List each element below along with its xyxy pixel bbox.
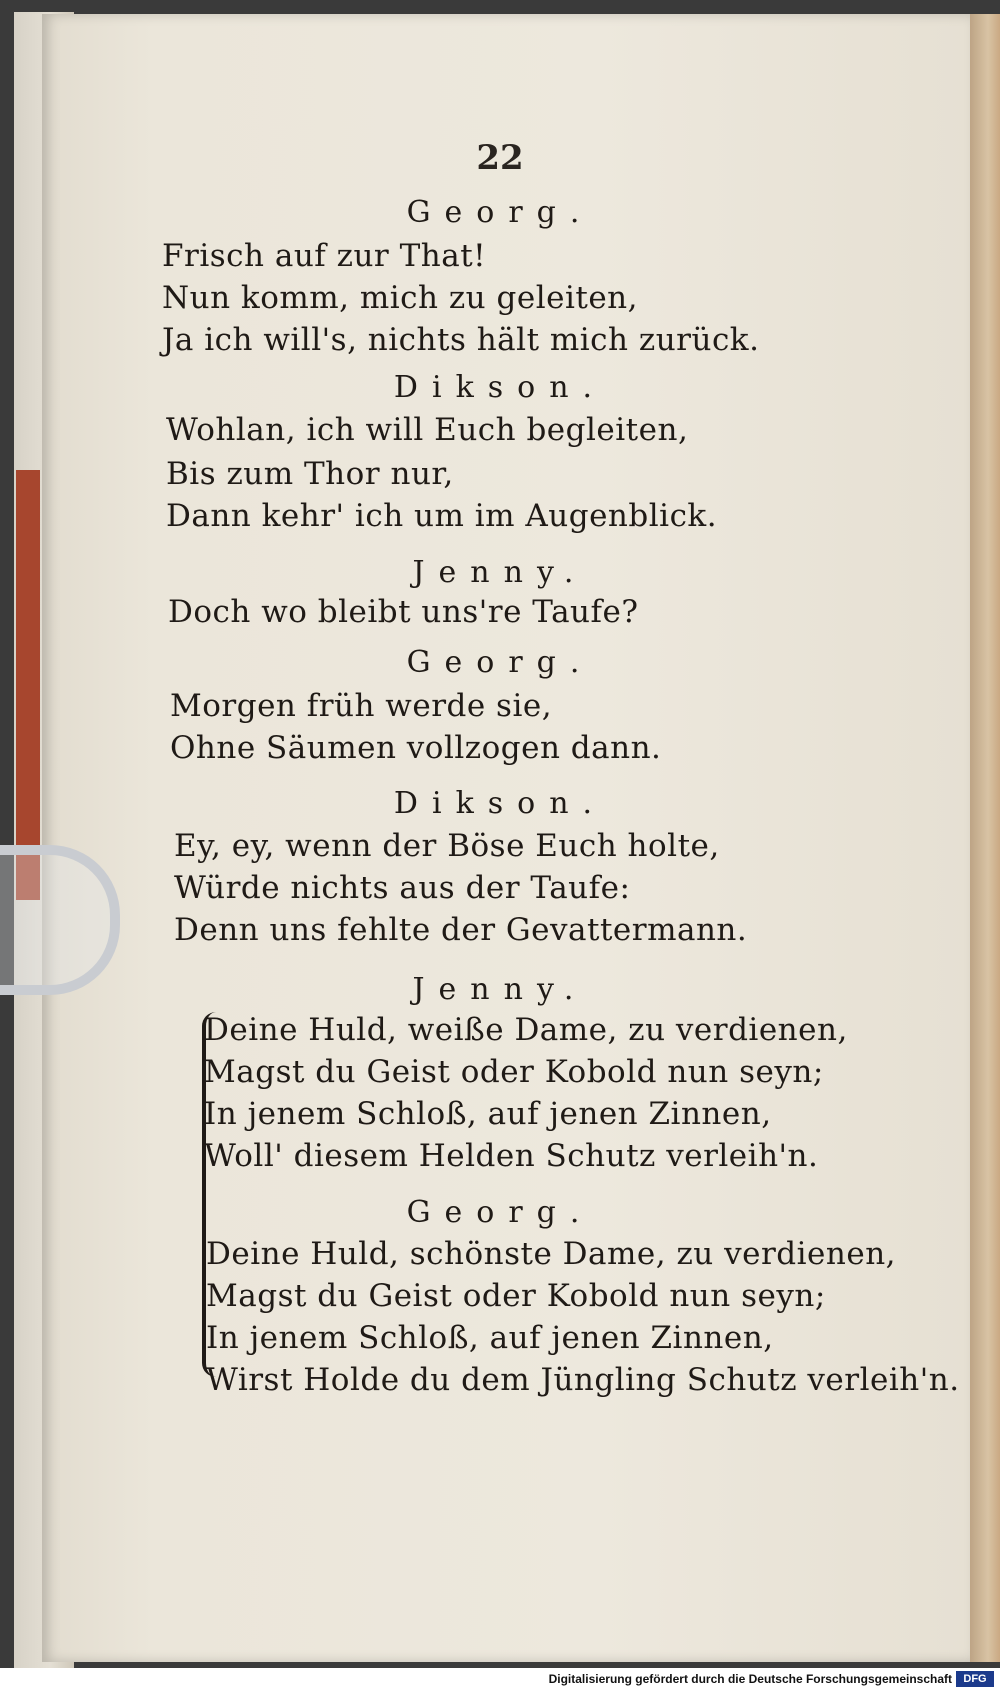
- verse-line: Wirst Holde du dem Jüngling Schutz verleih'n.: [206, 1362, 960, 1398]
- verse-line: Ohne Säumen vollzogen dann.: [170, 730, 662, 766]
- verse-line: Bis zum Thor nur,: [166, 456, 454, 492]
- verse-line: In jenem Schloß, auf jenen Zinnen,: [204, 1096, 772, 1132]
- speaker-name: Jenny.: [412, 555, 588, 590]
- digitization-footer: [0, 1668, 1000, 1691]
- verse-line: Wohlan, ich will Euch begleiten,: [166, 412, 689, 448]
- verse-line: In jenem Schloß, auf jenen Zinnen,: [206, 1320, 774, 1356]
- speaker-name: Georg.: [406, 645, 594, 680]
- verse-line: Deine Huld, schönste Dame, zu verdienen,: [206, 1236, 897, 1272]
- speaker-name: Jenny.: [412, 972, 588, 1007]
- verse-line: Woll' diesem Helden Schutz verleih'n.: [204, 1138, 819, 1174]
- verse-line: Deine Huld, weiße Dame, zu verdienen,: [204, 1012, 848, 1048]
- verse-line: Dann kehr' ich um im Augenblick.: [166, 498, 718, 534]
- page-number: 22: [476, 138, 524, 178]
- verse-line: Nun komm, mich zu geleiten,: [162, 280, 638, 316]
- speaker-name: Georg.: [406, 195, 594, 230]
- dfg-logo-icon: DFG: [956, 1671, 994, 1687]
- speaker-name: Georg.: [406, 1195, 594, 1230]
- verse-line: Magst du Geist oder Kobold nun seyn;: [206, 1278, 826, 1314]
- book-right-edge: [970, 14, 1000, 1662]
- verse-line: Denn uns fehlte der Gevattermann.: [174, 912, 748, 948]
- verse-line: Ey, ey, wenn der Böse Euch holte,: [174, 828, 720, 864]
- verse-line: Ja ich will's, nichts hält mich zurück.: [162, 322, 760, 358]
- speaker-name: Dikson.: [393, 786, 607, 821]
- verse-line: Würde nichts aus der Taufe:: [174, 870, 631, 906]
- verse-line: Doch wo bleibt uns're Taufe?: [168, 594, 639, 630]
- verse-line: Morgen früh werde sie,: [170, 688, 553, 724]
- book-cover-edge: [16, 470, 40, 900]
- verse-line: Frisch auf zur That!: [162, 238, 487, 274]
- speaker-name: Dikson.: [393, 370, 607, 405]
- footer-credit: Digitalisierung gefördert durch die Deutsche Forschungsgemeinschaft: [548, 1672, 952, 1686]
- verse-line: Magst du Geist oder Kobold nun seyn;: [204, 1054, 824, 1090]
